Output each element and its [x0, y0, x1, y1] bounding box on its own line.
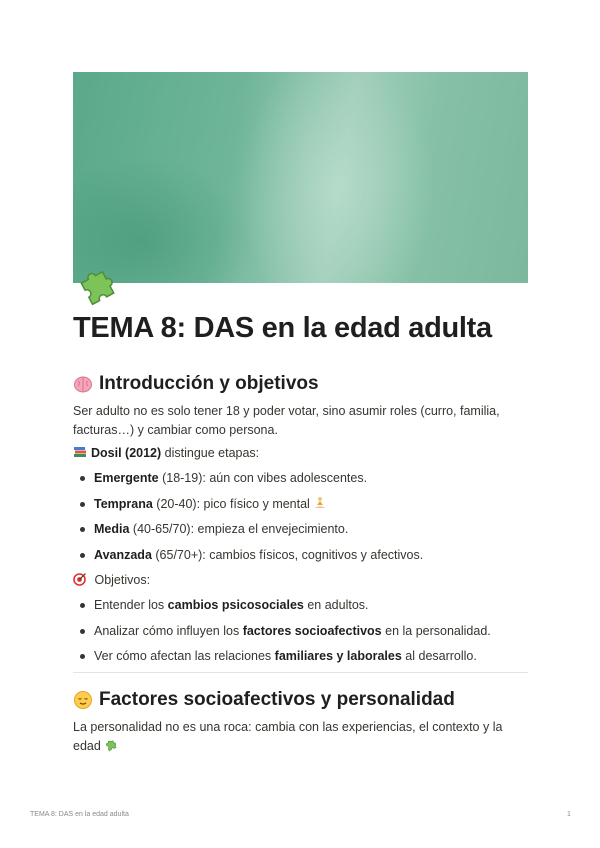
- list-item: Ver cómo afectan las relaciones familiares y laborales al desarrollo.: [73, 648, 491, 674]
- relieved-face-icon: [73, 690, 93, 710]
- list-item: Analizar cómo influyen los factores socioafectivos en la personalidad.: [73, 623, 491, 649]
- brain-icon: [73, 374, 93, 394]
- list-item: Emergente (18-19): aún con vibes adolescentes.: [73, 470, 423, 496]
- section-heading-intro-text: Introducción y objetivos: [99, 373, 319, 394]
- section-heading-intro: [73, 373, 319, 395]
- list-item: Entender los cambios psicosociales en adultos.: [73, 597, 491, 623]
- page-title: TEMA 8: DAS en la edad adulta: [73, 312, 492, 344]
- factors-paragraph: La personalidad no es una roca: cambia con las experiencias, el contexto y la edad: [73, 720, 503, 753]
- objectives-label: Objetivos:: [73, 571, 528, 590]
- divider: [73, 672, 528, 673]
- stages-list: [73, 470, 423, 572]
- puzzle-piece-icon: [104, 738, 118, 752]
- page-number: 1: [567, 811, 571, 818]
- list-item: Media (40-65/70): empieza el envejecimiento.: [73, 521, 423, 547]
- section-heading-factors-text: Factores socioafectivos y personalidad: [99, 689, 455, 710]
- puzzle-piece-icon: [74, 262, 120, 308]
- dosil-line: Dosil (2012) distingue etapas:: [73, 444, 528, 463]
- footer-title: TEMA 8: DAS en la edad adulta: [30, 811, 129, 818]
- list-item: Avanzada (65/70+): cambios físicos, cognitivos y afectivos.: [73, 547, 423, 573]
- cover-image: [73, 72, 528, 283]
- section-heading-factors: [73, 689, 455, 711]
- books-icon: [73, 445, 87, 459]
- list-item: Temprana (20-40): pico físico y mental: [73, 496, 423, 522]
- intro-paragraph: Ser adulto no es solo tener 18 y poder votar, sino asumir roles (curro, familia, facturas…) y cambiar como persona.: [73, 404, 500, 437]
- target-icon: [73, 572, 87, 586]
- meditation-icon: [313, 496, 327, 510]
- objectives-list: [73, 597, 491, 674]
